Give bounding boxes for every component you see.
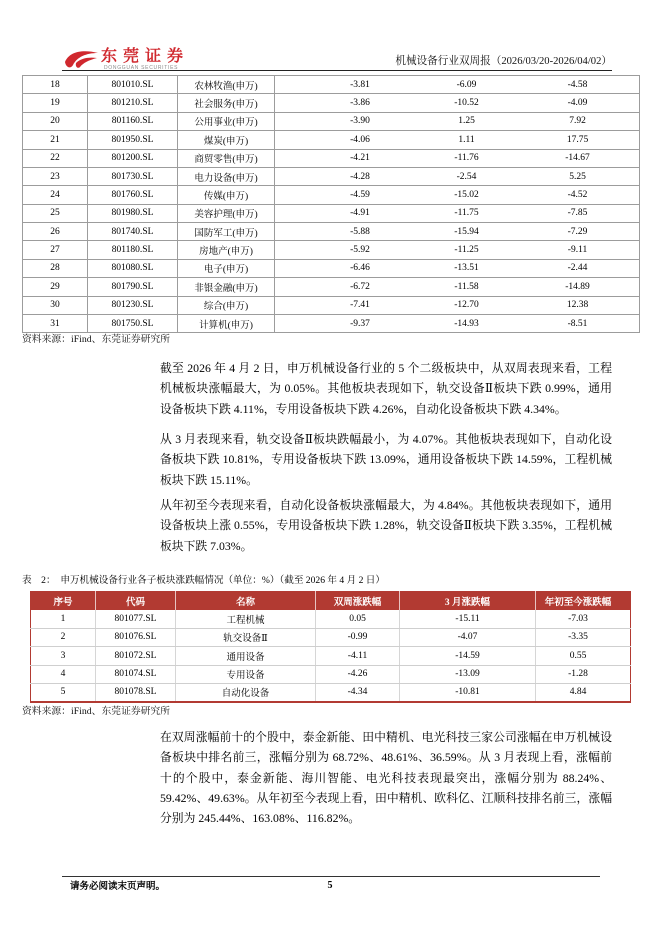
index-name-cell: 房地产(申万) (178, 241, 275, 258)
row-number-cell: 31 (22, 315, 88, 332)
value-cell: 17.75 (521, 131, 640, 148)
table-row (30, 610, 631, 629)
table-row (22, 205, 640, 223)
value-cell: -6.09 (456, 79, 477, 90)
header-divider (62, 70, 612, 71)
table-row (22, 241, 640, 259)
table-header-row (30, 591, 631, 610)
column-header: 双周涨跌幅 (316, 591, 400, 610)
value-cell: -6.72 (350, 281, 370, 292)
value-cell: 5.25 (521, 168, 640, 185)
value-cell: -4.09 (521, 94, 640, 111)
value-cell: -12.70 (454, 300, 479, 311)
index-code-cell: 801210.SL (88, 94, 178, 111)
index-code-cell: 801078.SL (96, 684, 176, 701)
footer-disclaimer: 请务必阅读末页声明。 (70, 882, 166, 892)
value-cell: -8.51 (521, 315, 640, 332)
row-number-cell: 18 (22, 76, 88, 93)
index-name-cell: 商贸零售(申万) (178, 150, 275, 167)
row-number-cell: 26 (22, 223, 88, 240)
value-cell: -14.59 (400, 647, 536, 665)
value-cell: -11.58 (454, 281, 479, 292)
value-cell: -2.44 (521, 260, 640, 277)
value-cell: -7.85 (521, 205, 640, 222)
row-number-cell: 23 (22, 168, 88, 185)
row-number-cell: 20 (22, 113, 88, 130)
value-cell: 0.55 (536, 647, 631, 665)
value-cell: -7.03 (536, 610, 631, 628)
index-code-cell: 801010.SL (88, 76, 178, 93)
value-cell: -4.34 (316, 684, 400, 701)
value-cell: -3.90 (350, 116, 370, 127)
value-cell: -5.88 (350, 226, 370, 237)
value-cell: -4.52 (521, 186, 640, 203)
table-row (22, 94, 640, 112)
value-cell: 4.84 (536, 684, 631, 701)
value-cell: -11.76 (454, 153, 479, 164)
value-cell: -5.92 (350, 245, 370, 256)
index-code-cell: 801074.SL (96, 666, 176, 684)
row-number-cell: 2 (30, 629, 96, 647)
stock-commentary-paragraph: 在双周涨幅前十的个股中，泰金新能、田中精机、电光科技三家公司涨幅在申万机械设备板块中排名前三，涨幅分别为 68.72%、48.61%、36.59%。从 3 月表现上看，涨幅前十的个股中，泰金新能、海川智能、电光科技表现最突出，涨幅分别为 88.24%、59.42%、49.63%。从年初至今表现上看，田中精机、欧科亿、江顺科技排名前三，涨幅分别为 245.44%、163.08%、116.82%。 (160, 730, 612, 826)
table-row (30, 684, 631, 703)
value-cell: 1.11 (458, 134, 475, 145)
row-number-cell: 28 (22, 260, 88, 277)
index-name-cell: 国防军工(申万) (178, 223, 275, 240)
index-code-cell: 801076.SL (96, 629, 176, 647)
value-cell: -15.02 (454, 189, 479, 200)
table-row (22, 223, 640, 241)
table-row (30, 666, 631, 685)
index-code-cell: 801200.SL (88, 150, 178, 167)
index-name-cell: 传媒(申万) (178, 186, 275, 203)
value-cell: -4.11 (316, 647, 400, 665)
commentary-paragraph: 从 3 月表现来看，轨交设备Ⅱ板块跌幅最小，为 4.07%。其他板块表现如下，自动化设备板块下跌 10.81%，专用设备板块下跌 13.09%，通用设备板块下跌 14.59%，工程机械板块下跌 15.11%。 (160, 432, 612, 487)
index-code-cell: 801080.SL (88, 260, 178, 277)
value-cell: -2.54 (456, 171, 477, 182)
row-number-cell: 27 (22, 241, 88, 258)
brand-logo-subtext: DONGGUAN SECURITIES (104, 65, 179, 71)
index-name-cell: 专用设备 (176, 666, 316, 684)
row-number-cell: 30 (22, 297, 88, 314)
column-header: 年初至今涨跌幅 (536, 591, 631, 610)
table-row (22, 297, 640, 315)
value-cell: -14.67 (521, 150, 640, 167)
index-code-cell: 801980.SL (88, 205, 178, 222)
value-cell: -4.21 (350, 153, 370, 164)
table-row (22, 278, 640, 296)
logo-emblem-icon (64, 48, 100, 70)
index-name-cell: 通用设备 (176, 647, 316, 665)
row-number-cell: 19 (22, 94, 88, 111)
value-cell: -4.28 (350, 171, 370, 182)
value-cell: 1.25 (458, 116, 475, 127)
brand-logo-text: 东莞证券 (101, 46, 190, 65)
value-cell: -9.11 (521, 241, 640, 258)
row-number-cell: 3 (30, 647, 96, 665)
value-cell: -13.51 (454, 263, 479, 274)
index-code-cell: 801760.SL (88, 186, 178, 203)
commentary-paragraph: 从年初至今表现来看，自动化设备板块涨幅最大，为 4.84%。其他板块表现如下，通用设备板块上涨 0.55%，专用设备板块下跌 1.28%，轨交设备Ⅱ板块下跌 3.35%，工程机械板块下跌 7.03%。 (160, 498, 612, 553)
index-code-cell: 801730.SL (88, 168, 178, 185)
industry-performance-table (22, 75, 640, 333)
index-name-cell: 煤炭(申万) (178, 131, 275, 148)
value-cell: -7.41 (350, 300, 370, 311)
index-code-cell: 801750.SL (88, 315, 178, 332)
table-row (22, 186, 640, 204)
value-cell: 0.05 (316, 610, 400, 628)
index-code-cell: 801740.SL (88, 223, 178, 240)
table-row (30, 629, 631, 648)
value-cell: -0.99 (316, 629, 400, 647)
table-row (22, 113, 640, 131)
index-code-cell: 801160.SL (88, 113, 178, 130)
value-cell: -4.06 (350, 134, 370, 145)
column-header: 3 月涨跌幅 (400, 591, 536, 610)
table-row (22, 260, 640, 278)
index-name-cell: 自动化设备 (176, 684, 316, 701)
index-code-cell: 801077.SL (96, 610, 176, 628)
row-number-cell: 22 (22, 150, 88, 167)
row-number-cell: 4 (30, 666, 96, 684)
value-cell: -10.81 (400, 684, 536, 701)
value-cell: -6.46 (350, 263, 370, 274)
value-cell: -14.93 (454, 318, 479, 329)
index-name-cell: 电子(申万) (178, 260, 275, 277)
index-name-cell: 计算机(申万) (178, 315, 275, 332)
index-name-cell: 综合(申万) (178, 297, 275, 314)
value-cell: -3.86 (350, 98, 370, 109)
value-cell: -4.91 (350, 208, 370, 219)
table-row (22, 150, 640, 168)
index-name-cell: 工程机械 (176, 610, 316, 628)
index-code-cell: 801180.SL (88, 241, 178, 258)
index-name-cell: 轨交设备Ⅱ (176, 629, 316, 647)
commentary-paragraph: 截至 2026 年 4 月 2 日，申万机械设备行业的 5 个二级板块中，从双周表现来看，工程机械板块涨幅最大，为 0.05%。其他板块表现如下，轨交设备Ⅱ板块下跌 0.99%，通用设备板块下跌 4.11%，专用设备板块下跌 4.26%，自动化设备板块下跌 4.34%。 (160, 361, 612, 416)
value-cell: 7.92 (521, 113, 640, 130)
index-name-cell: 美容护理(申万) (178, 205, 275, 222)
value-cell: -4.59 (350, 189, 370, 200)
table-row (22, 315, 640, 333)
value-cell: -11.25 (454, 245, 479, 256)
value-cell: -13.09 (400, 666, 536, 684)
value-cell: -3.35 (536, 629, 631, 647)
row-number-cell: 29 (22, 278, 88, 295)
table-row (30, 647, 631, 666)
value-cell: -11.75 (454, 208, 479, 219)
value-cell: -3.81 (350, 79, 370, 90)
index-name-cell: 电力设备(申万) (178, 168, 275, 185)
footer-divider (62, 876, 600, 877)
value-cell: -1.28 (536, 666, 631, 684)
table-source-note: 资料来源：iFind、东莞证券研究所 (22, 706, 171, 717)
value-cell: -10.52 (454, 98, 479, 109)
table-row (22, 76, 640, 94)
row-number-cell: 25 (22, 205, 88, 222)
row-number-cell: 5 (30, 684, 96, 701)
page-number: 5 (327, 880, 333, 891)
value-cell: -14.89 (521, 278, 640, 295)
value-cell: -15.94 (454, 226, 479, 237)
row-number-cell: 1 (30, 610, 96, 628)
sub-sector-table (30, 591, 631, 703)
index-name-cell: 非银金融(申万) (178, 278, 275, 295)
column-header: 名称 (176, 591, 316, 610)
row-number-cell: 24 (22, 186, 88, 203)
value-cell: 12.38 (521, 297, 640, 314)
row-number-cell: 21 (22, 131, 88, 148)
index-name-cell: 农林牧渔(申万) (178, 76, 275, 93)
column-header: 代码 (96, 591, 176, 610)
index-code-cell: 801790.SL (88, 278, 178, 295)
value-cell: -4.58 (521, 76, 640, 93)
table-caption: 表 2： 申万机械设备行业各子板块涨跌幅情况（单位：%）（截至 2026 年 4 月 2 日） (22, 575, 385, 586)
table-row (22, 131, 640, 149)
report-title: 机械设备行业双周报（2026/03/20-2026/04/02） (395, 56, 612, 67)
table-source-note: 资料来源：iFind、东莞证券研究所 (22, 334, 171, 345)
value-cell: -9.37 (350, 318, 370, 329)
column-header: 序号 (30, 591, 96, 610)
value-cell: -15.11 (400, 610, 536, 628)
index-name-cell: 公用事业(申万) (178, 113, 275, 130)
value-cell: -7.29 (521, 223, 640, 240)
index-code-cell: 801230.SL (88, 297, 178, 314)
value-cell: -4.07 (400, 629, 536, 647)
value-cell: -4.26 (316, 666, 400, 684)
index-name-cell: 社会服务(申万) (178, 94, 275, 111)
index-code-cell: 801950.SL (88, 131, 178, 148)
table-row (22, 168, 640, 186)
index-code-cell: 801072.SL (96, 647, 176, 665)
